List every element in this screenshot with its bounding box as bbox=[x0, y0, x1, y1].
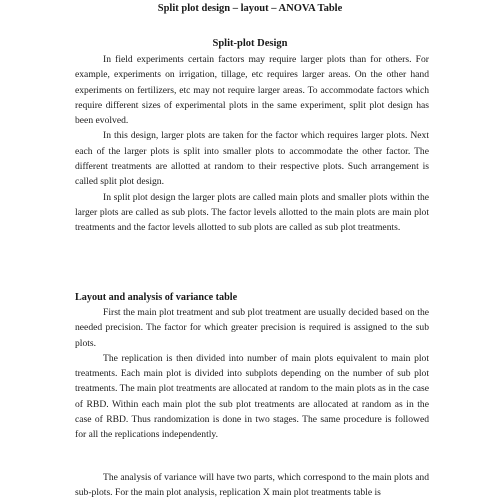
section-heading-split-plot-design: Split-plot Design bbox=[212, 38, 288, 49]
paragraph: In this design, larger plots are taken for the factor which requires larger plots. Next each of the larger plots is split into smaller plots to accommodate the other factor. The different treatments are allotted at random to their respective plots. Such arrangement is called split plot design. bbox=[75, 130, 429, 188]
document-title: Split plot design – layout – ANOVA Table bbox=[157, 3, 343, 14]
paragraph: The replication is then divided into number of main plots equivalent to main plot treatments. Each main plot is divided into subplots depending on the number of sub plot treatments. The main plot treatments are allocated at random to the main plots as in the case of RBD. Within each main plot the sub plot treatments are allocated at random as in the case of RBD. Thus randomization is done in two stages. The same procedure is followed for all the replications independently. bbox=[75, 352, 429, 441]
paragraph: First the main plot treatment and sub plot treatment are usually decided based on the needed precision. The factor for which greater precision is required is assigned to the sub plots. bbox=[75, 307, 429, 349]
paragraph: In split plot design the larger plots are called main plots and smaller plots within the larger plots are called as sub plots. The factor levels allotted to the main plots are main plot treatments and the factor levels allotted to sub plots are called as sub plot treatments. bbox=[75, 191, 429, 234]
section-split-plot-design-body bbox=[75, 52, 429, 236]
section-layout-analysis-continued bbox=[75, 470, 429, 500]
paragraph: The analysis of variance will have two parts, which correspond to the main plots and sub-plots. For the main plot analysis, replication X main plot treatments table is bbox=[75, 472, 429, 499]
paragraph: In field experiments certain factors may require larger plots than for others. For example, experiments on irrigation, tillage, etc requires larger areas. On the other hand experiments on fertilizers, etc may not require larger areas. To accommodate factors which require different sizes of experimental plots in the same experiment, split plot design has been evolved. bbox=[75, 54, 429, 127]
section-layout-analysis-body bbox=[75, 305, 429, 443]
section-heading-layout-analysis: Layout and analysis of variance table bbox=[75, 292, 238, 303]
